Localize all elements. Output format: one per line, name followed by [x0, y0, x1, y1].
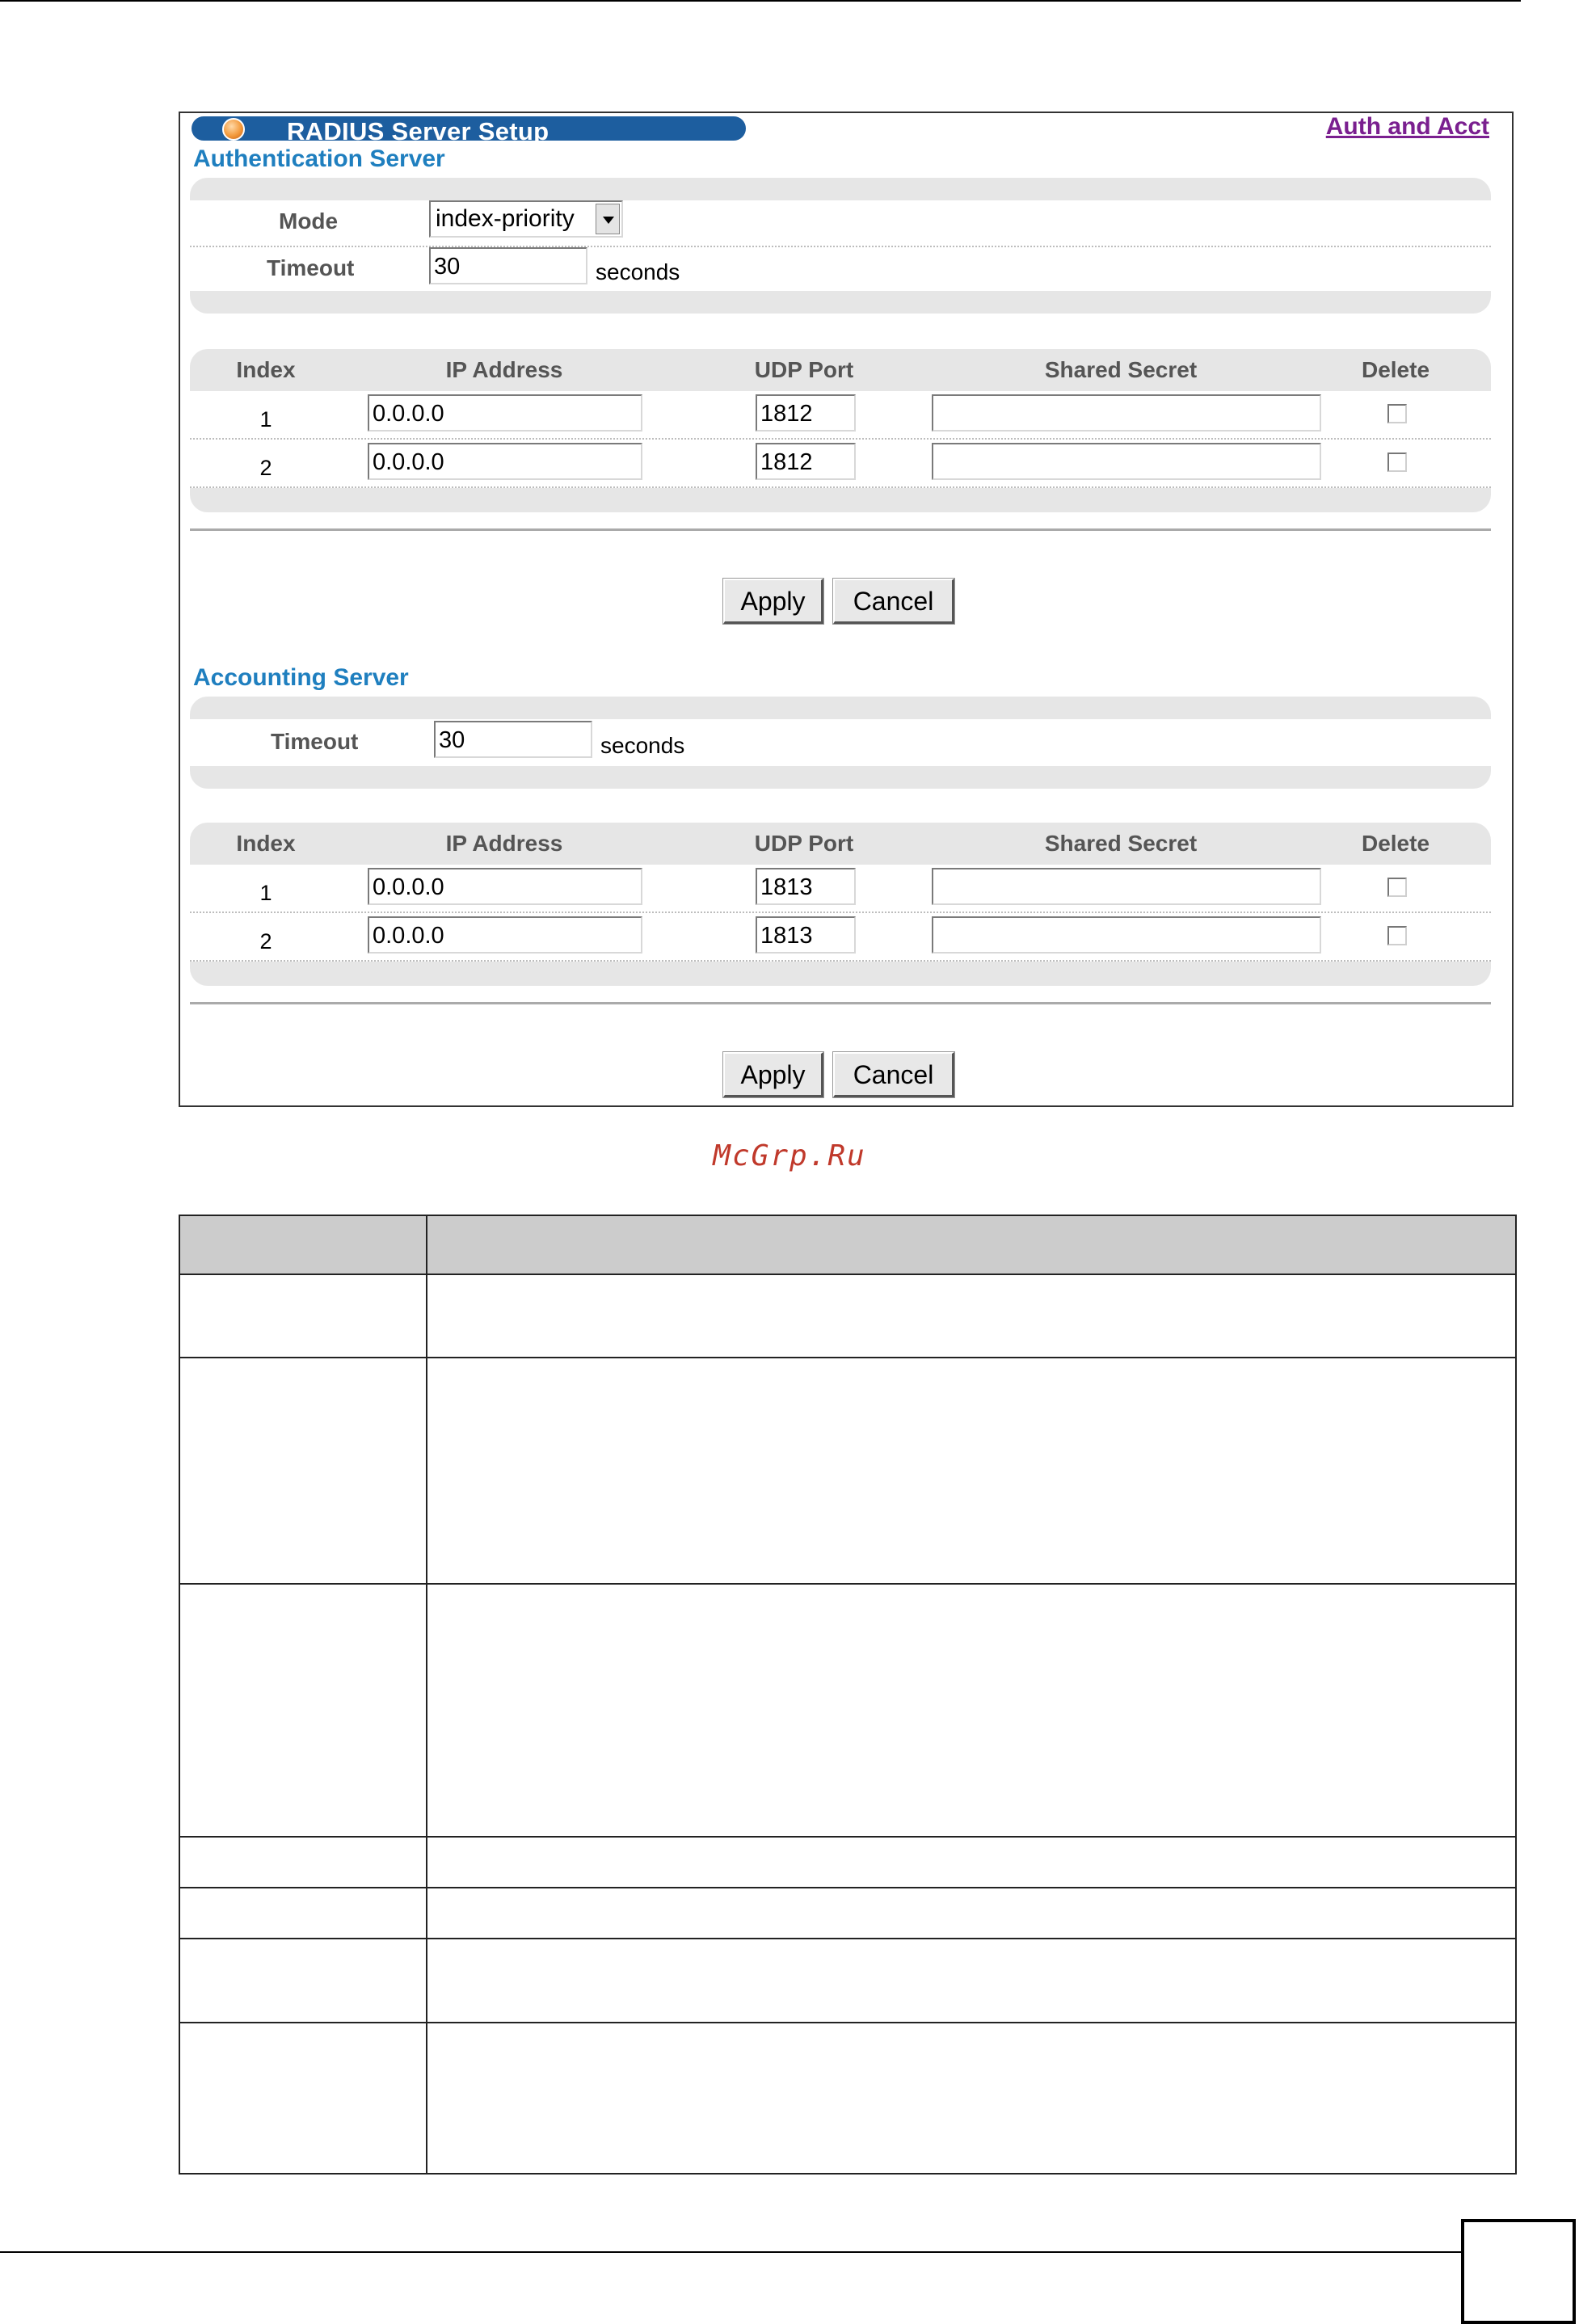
- authentication-settings-panel: [190, 178, 1491, 314]
- page-number-box: [1461, 2219, 1576, 2324]
- accounting-settings-panel: [190, 697, 1491, 789]
- accounting-server-heading: Accounting Server: [193, 664, 409, 691]
- delete-checkbox[interactable]: [1387, 453, 1407, 472]
- row-index: 2: [259, 929, 272, 954]
- column-header-ip-address: IP Address: [445, 357, 563, 382]
- timeout-unit: seconds: [596, 259, 680, 284]
- chevron-down-icon[interactable]: [596, 204, 620, 234]
- ip-address-input[interactable]: 0.0.0.0: [368, 394, 642, 432]
- authentication-timeout-input[interactable]: 30: [429, 247, 587, 284]
- column-header-udp-port: UDP Port: [754, 357, 854, 382]
- footer-rule: [0, 2251, 1463, 2253]
- udp-port-input[interactable]: 1813: [756, 916, 856, 954]
- delete-checkbox[interactable]: [1387, 404, 1407, 423]
- cancel-button[interactable]: Cancel: [833, 1052, 954, 1097]
- authentication-server-heading: Authentication Server: [193, 145, 445, 172]
- udp-port-input[interactable]: 1812: [756, 394, 856, 432]
- column-header-shared-secret: Shared Secret: [1044, 357, 1198, 382]
- top-rule: [0, 0, 1521, 2]
- apply-button[interactable]: Apply: [723, 1052, 823, 1097]
- column-header-delete: Delete: [1361, 831, 1430, 856]
- row-index: 1: [259, 881, 272, 905]
- cancel-button[interactable]: Cancel: [833, 579, 954, 624]
- column-header-shared-secret: Shared Secret: [1044, 831, 1198, 856]
- timeout-label: Timeout: [271, 729, 359, 754]
- delete-checkbox[interactable]: [1387, 926, 1407, 945]
- ip-address-input[interactable]: 0.0.0.0: [368, 868, 642, 905]
- authentication-server-table: [190, 349, 1491, 512]
- divider: [190, 1002, 1491, 1004]
- watermark: McGrp.Ru: [713, 1139, 866, 1173]
- title-bar: [192, 116, 746, 145]
- field-description-table: [179, 1215, 1517, 2175]
- row-index: 2: [259, 456, 272, 480]
- row-index: 1: [259, 407, 272, 432]
- udp-port-input[interactable]: 1813: [756, 868, 856, 905]
- timeout-unit: seconds: [600, 733, 685, 758]
- divider: [190, 528, 1491, 531]
- udp-port-input[interactable]: 1812: [756, 443, 856, 480]
- delete-checkbox[interactable]: [1387, 878, 1407, 897]
- mode-select-value: index-priority: [436, 205, 575, 232]
- shared-secret-input[interactable]: [932, 916, 1321, 954]
- shared-secret-input[interactable]: [932, 394, 1321, 432]
- title-orb-icon: [222, 118, 245, 141]
- mode-label: Mode: [279, 208, 339, 234]
- column-header-udp-port: UDP Port: [754, 831, 854, 856]
- auth-and-acct-link[interactable]: Auth and Acct: [1325, 113, 1489, 140]
- column-header-index: Index: [236, 831, 296, 856]
- ip-address-input[interactable]: 0.0.0.0: [368, 443, 642, 480]
- mode-select[interactable]: [429, 200, 623, 238]
- ip-address-input[interactable]: 0.0.0.0: [368, 916, 642, 954]
- screen-title: RADIUS Server Setup: [287, 117, 549, 145]
- column-header-index: Index: [236, 357, 296, 382]
- timeout-label: Timeout: [267, 255, 355, 280]
- radius-server-setup-screen: [179, 112, 1514, 1107]
- shared-secret-input[interactable]: [932, 443, 1321, 480]
- column-header-ip-address: IP Address: [445, 831, 563, 856]
- accounting-timeout-input[interactable]: 30: [434, 721, 592, 758]
- shared-secret-input[interactable]: [932, 868, 1321, 905]
- accounting-server-table: [190, 823, 1491, 986]
- column-header-delete: Delete: [1361, 357, 1430, 382]
- apply-button[interactable]: Apply: [723, 579, 823, 624]
- table-header: [179, 1215, 1517, 1274]
